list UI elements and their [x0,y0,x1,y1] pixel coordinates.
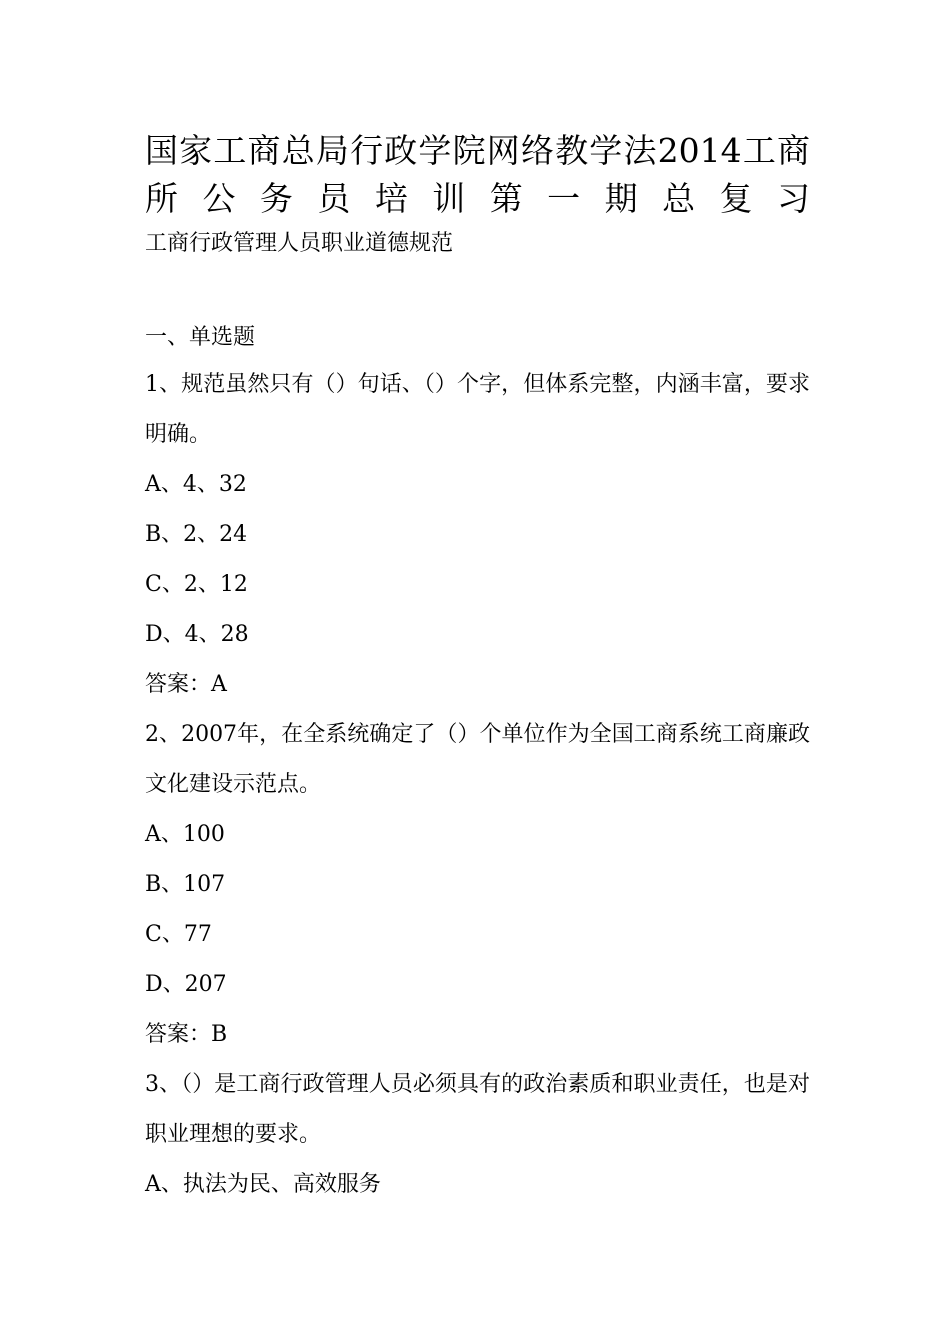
document-subtitle: 工商行政管理人员职业道德规范 [145,231,454,256]
option-c: C、2、12 [145,572,248,597]
question-text: 3、（）是工商行政管理人员必须具有的政治素质和职业责任，也是对职业理想的要求。 [145,1072,810,1147]
option-a: A、100 [145,822,225,847]
question-text: 2、2007年，在全系统确定了（）个单位作为全国工商系统工商廉政文化建设示范点。 [145,722,810,797]
question-3 [145,1060,810,1210]
document-title: 国家工商总局行政学院网络教学法2014工商所公务员培训第一期总复习 [145,131,810,218]
option-b: B、107 [145,872,226,897]
question-text: 1、规范虽然只有（）句话、（）个字，但体系完整，内涵丰富，要求明确。 [145,372,810,447]
document-content [145,127,810,1210]
option-d: D、207 [145,972,227,997]
option-a: A、4、32 [145,472,247,497]
question-2 [145,710,810,1060]
option-c: C、77 [145,922,212,947]
section-heading: 一、单选题 [145,325,256,350]
option-a: A、执法为民、高效服务 [145,1172,381,1197]
answer: 答案：B [145,1022,228,1047]
option-b: B、2、24 [145,522,248,547]
option-d: D、4、28 [145,622,249,647]
answer: 答案：A [145,672,227,697]
question-1 [145,360,810,710]
